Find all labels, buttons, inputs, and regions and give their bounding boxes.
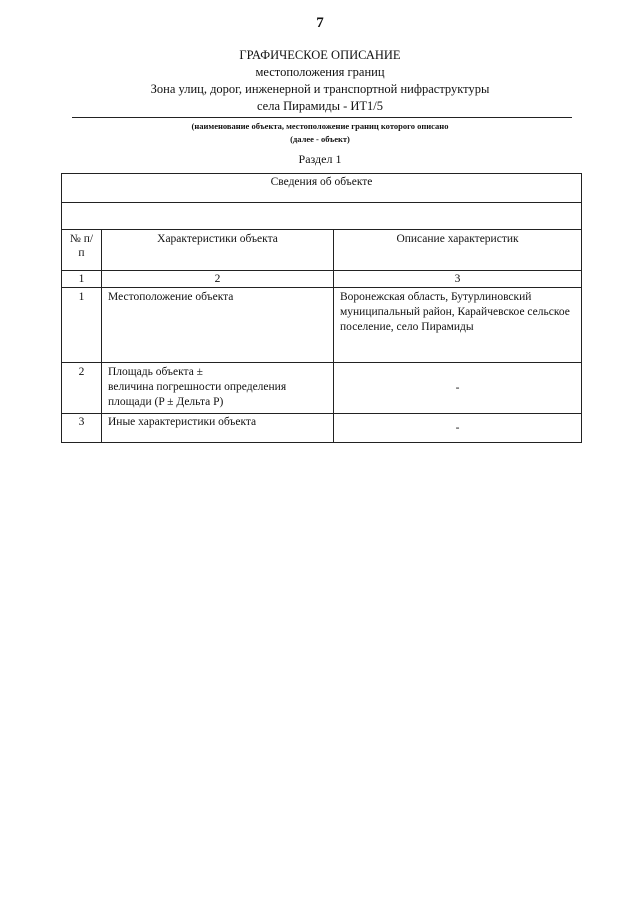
row-characteristic-line2: величина погрешности определения площади (P ± Дельта P) (108, 381, 287, 408)
document-subtitle: местоположения границ (255, 65, 385, 79)
row-characteristic: Иные характеристики объекта (102, 414, 334, 443)
object-name-line2: села Пирамиды - ИТ1/5 (256, 99, 384, 113)
table-title: Сведения об объекте (62, 174, 582, 203)
table-row (62, 363, 582, 414)
row-num: 3 (62, 414, 102, 443)
column-number: 1 (62, 271, 102, 288)
column-number: 2 (102, 271, 334, 288)
table-blank-row (62, 203, 582, 230)
header-description: Описание характеристик (334, 230, 582, 271)
row-num: 2 (62, 363, 102, 414)
row-description: - (334, 363, 582, 414)
header-characteristic: Характеристики объекта (102, 230, 334, 271)
title-block (0, 47, 640, 115)
row-characteristic-line1: Площадь объекта ± (108, 366, 203, 378)
caption-line2: (далее - объект) (290, 134, 350, 144)
document-title: ГРАФИЧЕСКОЕ ОПИСАНИЕ (239, 48, 401, 62)
column-number: 3 (334, 271, 582, 288)
title-underline (72, 117, 572, 118)
row-description: Воронежская область, Бутурлиновский муниципальный район, Карайчевское сельское поселение, село Пирамиды (334, 288, 582, 363)
object-info-table (61, 173, 582, 443)
object-name-line1: Зона улиц, дорог, инженерной и транспортной нифраструктуры (150, 82, 490, 96)
table-row (62, 288, 582, 363)
row-characteristic: Местоположение объекта (102, 288, 334, 363)
object-caption (0, 120, 640, 146)
caption-line1: (наименование объекта, местоположение границ которого описано (191, 121, 449, 131)
row-description: - (334, 414, 582, 443)
row-characteristic (102, 363, 334, 414)
row-num: 1 (62, 288, 102, 363)
section-label: Раздел 1 (298, 152, 342, 166)
table-row (62, 414, 582, 443)
page-number: 7 (316, 15, 324, 31)
header-num: № п/п (62, 230, 102, 271)
